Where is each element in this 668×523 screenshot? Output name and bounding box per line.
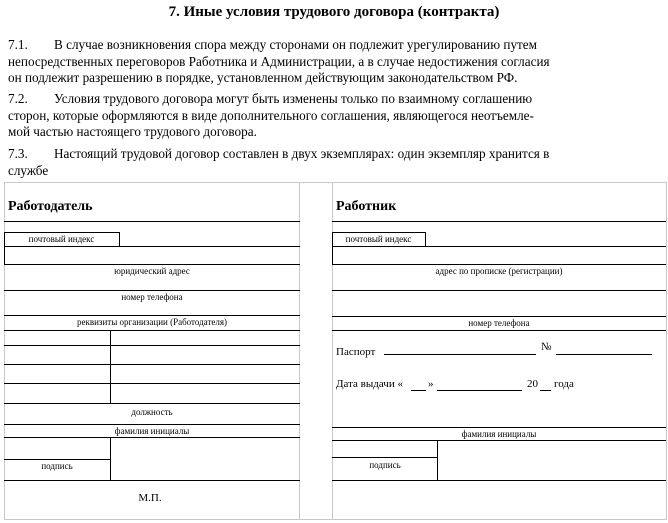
paragraph-line: Условия трудового договора могут быть изменены только по взаимному соглашению <box>54 91 533 106</box>
employer-postal-index-label: почтовый индекс <box>28 234 95 244</box>
passport-series-input[interactable] <box>384 340 536 355</box>
employer-name-label: фамилия инициалы <box>114 426 190 436</box>
passport-label: Паспорт <box>336 346 376 358</box>
stamp-placeholder: М.П. <box>138 492 162 504</box>
passport-number-input[interactable] <box>556 340 652 355</box>
employee-postal-index-input[interactable] <box>333 247 425 264</box>
employer-org-details-input[interactable] <box>5 303 299 315</box>
employer-legal-address-label: юридический адрес <box>114 266 190 276</box>
paragraph-line: службе <box>8 162 49 178</box>
issue-month-input[interactable] <box>437 377 522 391</box>
employee-name-input[interactable] <box>333 412 665 426</box>
section-title: 7. Иные условия трудового договора (контракта) <box>168 4 500 20</box>
issue-date-quote: » <box>428 378 434 390</box>
issue-day-input[interactable] <box>411 377 426 391</box>
employer-position-label: должность <box>131 407 173 417</box>
employer-position-input[interactable] <box>5 385 299 402</box>
employer-heading: Работодатель <box>8 199 93 214</box>
issue-date-label: Дата выдачи « <box>336 378 403 390</box>
paragraph-number: 7.1. <box>8 37 28 52</box>
paragraph-line: он подлежит разрешению в порядке, установленном действующим законодательством РФ. <box>8 70 518 86</box>
paragraph-number: 7.2. <box>8 91 28 106</box>
employee-name-label: фамилия инициалы <box>461 429 537 439</box>
paragraph-line: непосредственных переговоров Работника и Администрации, а в случае недостижения согласия <box>8 53 550 69</box>
employer-phone-label: номер телефона <box>121 292 183 302</box>
employee-signature-label: подпись <box>369 460 401 470</box>
paragraph-line: Настоящий трудовой договор составлен в двух экземплярах: один экземпляр хранится в <box>54 146 550 161</box>
employer-signature-input[interactable] <box>5 438 109 459</box>
employer-legal-address-input[interactable] <box>120 233 299 264</box>
employee-address-label: адрес по прописке (регистрации) <box>435 266 563 276</box>
employer-org-details-label: реквизиты организации (Работодателя) <box>76 317 227 327</box>
employee-heading: Работник <box>336 199 397 214</box>
employee-postal-index-label: почтовый индекс <box>345 234 412 244</box>
paragraph-number: 7.3. <box>8 146 28 161</box>
paragraph-line: сторон, которые оформляются в виде дополнительного соглашения, являющегося неотъемле- <box>8 107 534 123</box>
paragraph-line: мой частью настоящего трудового договора. <box>8 124 257 140</box>
employer-name-input[interactable] <box>5 419 299 423</box>
employee-signature-input[interactable] <box>333 441 436 457</box>
year-suffix: года <box>554 378 574 390</box>
issue-year-input[interactable] <box>540 377 551 391</box>
employee-phone-input[interactable] <box>333 304 665 316</box>
employer-phone-input[interactable] <box>5 277 299 290</box>
employee-address-input[interactable] <box>426 233 665 264</box>
year-prefix: 20 <box>527 378 538 390</box>
employer-signature-label: подпись <box>41 461 73 471</box>
paragraph-line: В случае возникновения спора между сторонами он подлежит урегулированию путем <box>54 37 538 52</box>
employee-phone-label: номер телефона <box>468 318 530 328</box>
employer-postal-index-input[interactable] <box>5 247 119 264</box>
number-sign: № <box>541 341 552 353</box>
